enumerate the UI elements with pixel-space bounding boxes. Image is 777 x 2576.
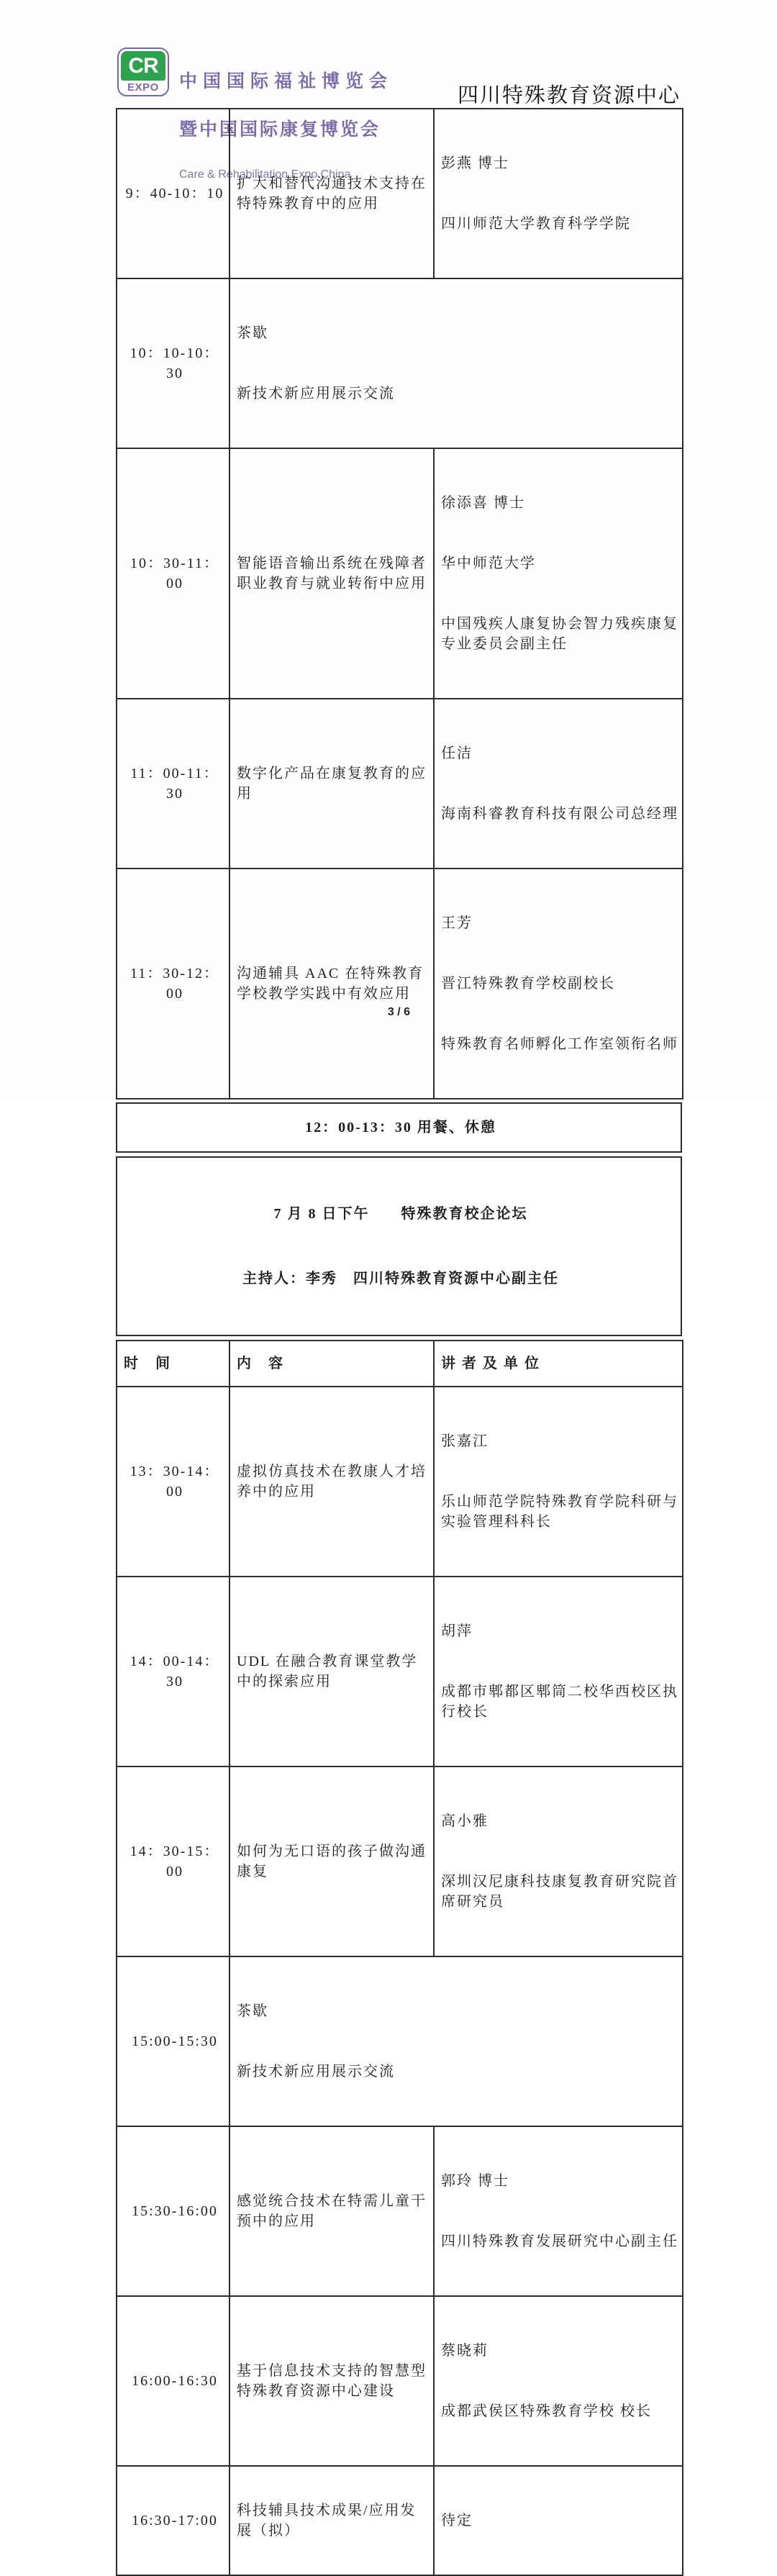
speaker-line: 高小雅 [441,1813,489,1829]
time-cell: 15:30-16:00 [117,2126,230,2296]
time-cell: 10：10-10：30 [117,278,230,448]
time-cell: 9：40-10：10 [117,109,230,278]
time-cell: 11：00-11：30 [117,699,230,869]
schedule-row [117,1387,683,1577]
expo-title-cn-line1: 中国国际福祉博览会 [179,72,394,91]
speaker-line: 四川师范大学教育科学学院 [441,216,631,232]
schedule-row-tea-break [117,278,683,448]
expo-title-cn-line2: 暨中国国际康复博览会 [179,120,381,140]
speaker-line: 成都武侯区特殊教育学校 校长 [441,2403,652,2419]
session-title-line1: 7 月 8 日下午 特殊教育校企论坛 [273,1206,528,1222]
expo-logo-text: EXPO [127,81,159,94]
time-cell: 16:00-16:30 [117,2296,230,2466]
cr-logo-mark: CR [121,51,165,81]
speaker-line: 深圳汉尼康科技康复教育研究院首席研究员 [441,1874,678,1910]
speaker-cell [434,699,683,869]
tea-break-line: 茶歇 [237,325,268,341]
schedule-row [117,448,683,699]
tea-break-cell [230,1956,683,2126]
schedule-row [117,1577,683,1767]
content-cell: 沟通辅具 AAC 在特殊教育学校教学实践中有效应用 [230,869,434,1099]
content-cell: 科技辅具技术成果/应用发展（拟） [230,2466,434,2575]
schedule-row [117,2126,683,2296]
speaker-line: 中国残疾人康复协会智力残疾康复专业委员会副主任 [441,616,678,652]
lunch-banner-table [116,1102,682,1153]
speaker-cell [434,1767,683,1956]
time-cell: 11：30-12：00 [117,869,230,1099]
header-speaker: 讲 者 及 单 位 [434,1341,683,1387]
speaker-line: 徐添喜 博士 [441,495,525,511]
speaker-line: 四川特殊教育发展研究中心副主任 [441,2233,678,2249]
time-cell: 15:00-15:30 [117,1956,230,2126]
content-cell: 扩大和替代沟通技术支持在特特殊教育中的应用 [230,109,434,278]
header-content: 内 容 [230,1341,434,1387]
time-cell: 16:30-17:00 [117,2466,230,2575]
content-cell: 数字化产品在康复教育的应用 [230,699,434,869]
morning-schedule-table [116,108,683,1099]
speaker-cell [434,448,683,699]
session-title-line2: 主持人：李秀 四川特殊教育资源中心副主任 [242,1271,559,1287]
tea-break-line: 新技术新应用展示交流 [237,2064,395,2080]
content-cell: 如何为无口语的孩子做沟通康复 [230,1767,434,1956]
afternoon-schedule-table [116,1340,683,2576]
table-header-row [117,1341,683,1387]
speaker-cell [434,1387,683,1577]
speaker-cell [434,2296,683,2466]
tea-break-line: 新技术新应用展示交流 [237,386,395,402]
schedule-row [117,2296,683,2466]
schedule-row [117,2466,683,2575]
speaker-line: 待定 [441,2513,473,2529]
time-cell: 13：30-14：00 [117,1387,230,1577]
session-title-table [116,1156,682,1336]
tea-break-line: 茶歇 [237,2003,268,2019]
program-content [116,108,682,2576]
speaker-line: 蔡晓莉 [441,2343,489,2359]
speaker-cell [434,109,683,278]
content-cell: 虚拟仿真技术在教康人才培养中的应用 [230,1387,434,1577]
speaker-cell [434,1577,683,1767]
speaker-line: 王芳 [441,915,473,931]
schedule-row [117,699,683,869]
speaker-line: 张嘉江 [441,1433,489,1449]
lunch-banner: 12：00-13：30 用餐、休憩 [117,1103,681,1152]
speaker-line: 晋江特殊教育学校副校长 [441,976,615,992]
speaker-cell [434,869,683,1099]
time-cell: 14：30-15：00 [117,1767,230,1956]
content-cell: 感觉统合技术在特需儿童干预中的应用 [230,2126,434,2296]
time-cell: 10：30-11：00 [117,448,230,699]
speaker-line: 华中师范大学 [441,555,536,571]
cr-expo-logo [117,47,169,96]
speaker-line: 乐山师范学院特殊教育学院科研与实验管理科科长 [441,1494,678,1530]
content-cell: UDL 在融合教育课堂教学中的探索应用 [230,1577,434,1767]
speaker-line: 胡萍 [441,1623,473,1639]
lunch-banner-row [117,1103,681,1152]
schedule-row [117,109,683,278]
speaker-line: 任洁 [441,745,473,761]
session-title-row [117,1157,681,1335]
tea-break-cell [230,278,683,448]
resource-center-title: 四川特殊教育资源中心 [457,84,681,107]
schedule-row [117,869,683,1099]
content-cell: 基于信息技术支持的智慧型特殊教育资源中心建设 [230,2296,434,2466]
speaker-line: 郭玲 博士 [441,2173,509,2189]
speaker-line: 彭燕 博士 [441,155,509,171]
speaker-cell [434,2466,683,2575]
page-number: 3 / 6 [387,1006,411,1018]
schedule-row [117,1767,683,1956]
header-time: 时 间 [117,1341,230,1387]
content-cell: 智能语音输出系统在残障者职业教育与就业转衔中应用 [230,448,434,699]
expo-title-en: Care & Rehabilitation Expo China [179,168,351,181]
time-cell: 14：00-14：30 [117,1577,230,1767]
speaker-cell [434,2126,683,2296]
speaker-line: 特殊教育名师孵化工作室领衔名师 [441,1036,678,1052]
speaker-line: 海南科睿教育科技有限公司总经理 [441,806,678,822]
speaker-line: 成都市郫都区郫筒二校华西校区执行校长 [441,1684,678,1720]
schedule-row-tea-break [117,1956,683,2126]
session-title [117,1157,681,1335]
